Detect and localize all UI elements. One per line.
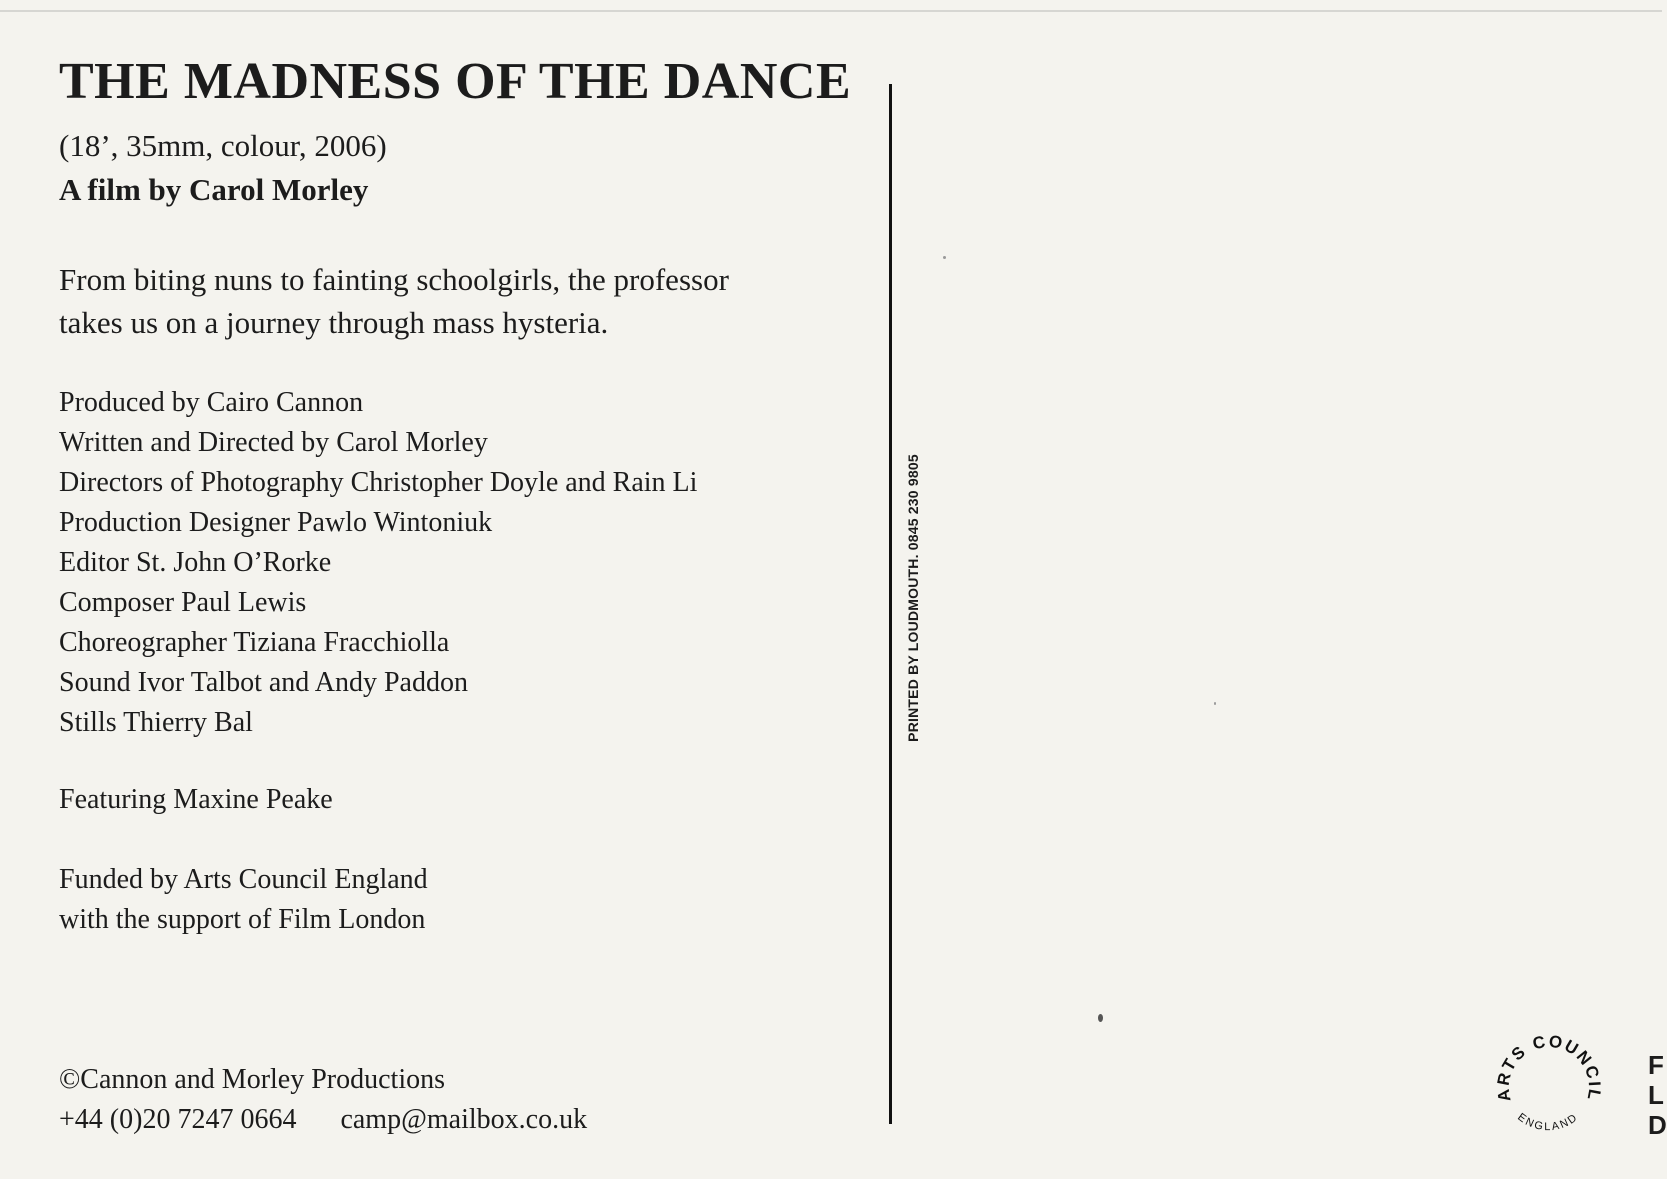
copyright-line: ©Cannon and Morley Productions: [59, 1064, 446, 1095]
featuring-line: Featuring Maxine Peake: [59, 784, 333, 815]
credits-list: [59, 383, 697, 743]
film-title: THE MADNESS OF THE DANCE: [59, 53, 852, 110]
printer-credit: PRINTED BY LOUDMOUTH. 0845 230 9805: [905, 454, 921, 742]
credit-line: Composer Paul Lewis: [59, 587, 307, 618]
arts-council-logo-text: ARTS COUNCIL: [1493, 1031, 1605, 1104]
card-top-edge: [0, 10, 1662, 12]
arts-council-logo-subtext: ENGLAND: [1515, 1111, 1581, 1134]
film-byline: A film by Carol Morley: [59, 172, 369, 207]
film-london-letter: F: [1648, 1050, 1664, 1080]
credit-line: Sound Ivor Talbot and Andy Paddon: [59, 667, 468, 698]
phone-number: +44 (0)20 7247 0664: [59, 1104, 297, 1135]
credit-line: Written and Directed by Carol Morley: [59, 427, 488, 458]
postcard-divider-line: [889, 84, 892, 1124]
paper-speck: [1098, 1014, 1103, 1022]
credit-line: Directors of Photography Christopher Doyle and Rain Li: [59, 467, 698, 498]
funding-line: Funded by Arts Council England: [59, 864, 428, 895]
svg-text:ENGLAND: [1515, 1111, 1581, 1133]
synopsis: [59, 258, 879, 344]
svg-text:ARTS COUNCIL: [1494, 1032, 1605, 1104]
synopsis-line: takes us on a journey through mass hysteria.: [59, 305, 609, 340]
credit-line: Produced by Cairo Cannon: [59, 387, 364, 418]
film-london-letter: D: [1648, 1110, 1667, 1140]
contact-line: [59, 1100, 587, 1140]
credit-line: Editor St. John O’Rorke: [59, 547, 332, 578]
paper-speck: [943, 256, 946, 259]
credit-line: Choreographer Tiziana Fracchiolla: [59, 627, 450, 658]
film-meta: (18’, 35mm, colour, 2006): [59, 128, 387, 163]
funding-block: [59, 860, 428, 940]
funding-line: with the support of Film London: [59, 904, 426, 935]
film-london-letter: L: [1648, 1080, 1664, 1110]
email-address: camp@mailbox.co.uk: [340, 1104, 588, 1135]
paper-speck: [1214, 702, 1216, 705]
arts-council-england-logo: [1488, 1022, 1608, 1142]
credit-line: Production Designer Pawlo Wintoniuk: [59, 507, 493, 538]
credit-line: Stills Thierry Bal: [59, 707, 253, 738]
film-london-logo: [1648, 1050, 1667, 1140]
synopsis-line: From biting nuns to fainting schoolgirls, the professor: [59, 262, 729, 297]
